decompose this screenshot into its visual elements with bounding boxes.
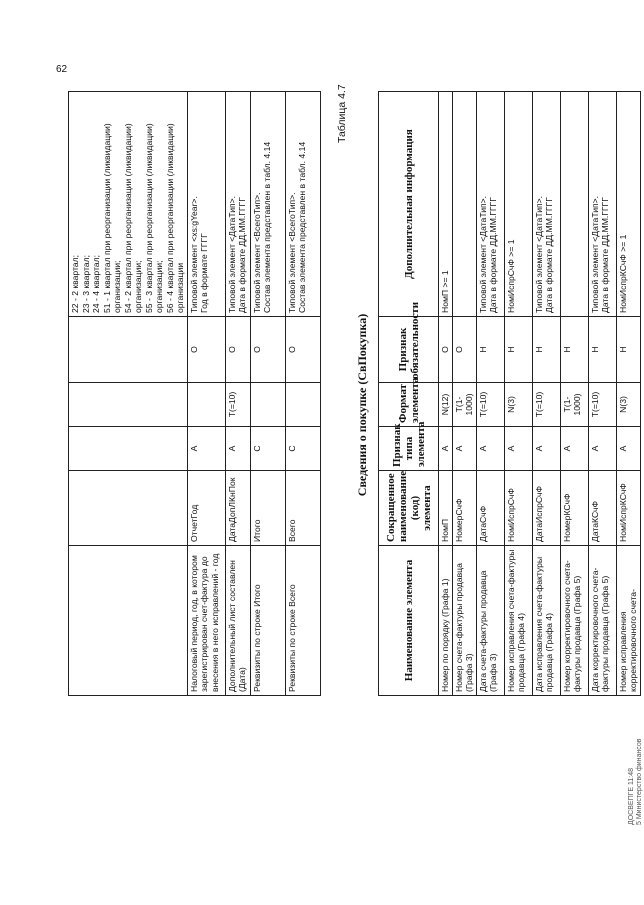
header-type: Признак типа элемента (379, 427, 439, 471)
element-name: Дата исправления счета-фактуры продавца (Графа 4) (532, 546, 560, 696)
margin-note: ДОСВЕПГЕ 11:48 5 Министерство финансов (628, 738, 643, 825)
element-info (560, 92, 588, 317)
element-info: НомП >= 1 (439, 92, 453, 317)
element-format: T(=10) (532, 383, 560, 427)
element-code: НомИспрСчФ (504, 471, 532, 546)
element-format: N(12) (439, 383, 453, 427)
continued-table (68, 91, 321, 696)
element-code: Итого (250, 471, 285, 546)
element-info: Типовой элемент <ВсегоТип>. Состав элемента представлен в табл. 4.14 (285, 92, 320, 317)
element-type: А (560, 427, 588, 471)
element-name: Налоговый период, год, в котором зарегистрирован счет-фактура до внесения в него исправлений - год (187, 546, 225, 696)
element-type: А (616, 427, 640, 471)
table-row (616, 92, 640, 696)
table-header-row (379, 92, 439, 696)
table-row (504, 92, 532, 696)
header-format: Формат элемента (379, 383, 439, 427)
element-type: А (476, 427, 504, 471)
element-format: T(=10) (588, 383, 616, 427)
element-format (285, 383, 320, 427)
table-row (439, 92, 453, 696)
section-title: Сведения о покупке (СвПокупка) (355, 313, 369, 497)
header-required: Признак обязательности (379, 317, 439, 383)
table-row (452, 92, 476, 696)
element-required: Н (560, 317, 588, 383)
element-required: О (452, 317, 476, 383)
element-info: НомИспрКСчФ >= 1 (616, 92, 640, 317)
svpokupka-table (378, 91, 641, 696)
table-row (250, 92, 285, 696)
element-format: T(=10) (476, 383, 504, 427)
element-type: С (250, 427, 285, 471)
element-code: ДатаСчФ (476, 471, 504, 546)
header-code: Сокращенное наименование (код) элемента (379, 471, 439, 546)
period-codes-cell: 22 - 2 квартал; 23 - 3 квартал; 24 - 4 квартал; 51 - 1 квартал при реорганизации (ликвидации) организации; 54 - 2 квартал при реорганизации (ликвидации) организации; 55 - 3 квартал при реорганизации (ликвидации) организации; 56 - 4 квартал при реорганизации (ликвидации) организации (69, 92, 188, 317)
table-row (285, 92, 320, 696)
table-row (476, 92, 504, 696)
element-code: НомИспрКСчФ (616, 471, 640, 546)
element-type: А (225, 427, 250, 471)
table-row (225, 92, 250, 696)
element-format: N(3) (616, 383, 640, 427)
element-info: Типовой элемент <ДатаТип>. Дата в формате ДД.ММ.ГГГГ (588, 92, 616, 317)
element-code: ДатаКСчФ (588, 471, 616, 546)
element-info: Типовой элемент <ДатаТип>. Дата в формате ДД.ММ.ГГГГ (532, 92, 560, 317)
element-code: ДатаИспрСчФ (532, 471, 560, 546)
element-name: Номер исправления корректировочного счета- (616, 546, 640, 696)
table-row (560, 92, 588, 696)
element-name: Номер счета-фактуры продавца (Графа 3) (452, 546, 476, 696)
element-name: Дата корректировочного счета-фактуры продавца (Графа 5) (588, 546, 616, 696)
element-required: О (439, 317, 453, 383)
element-name: Реквизиты по строке Итого (250, 546, 285, 696)
element-required: Н (588, 317, 616, 383)
element-name: Реквизиты по строке Всего (285, 546, 320, 696)
element-type: А (532, 427, 560, 471)
element-required: О (285, 317, 320, 383)
element-code: ОтчетГод (187, 471, 225, 546)
element-name: Номер корректировочного счета-фактуры продавца (Графа 5) (560, 546, 588, 696)
element-name: Номер исправления счета-фактуры продавца (Графа 4) (504, 546, 532, 696)
element-code: ДатаДопЛКнПок (225, 471, 250, 546)
header-name: Наименование элемента (379, 546, 439, 696)
header-info: Дополнительная информация (379, 92, 439, 317)
element-required: Н (476, 317, 504, 383)
element-format: N(3) (504, 383, 532, 427)
table-row (532, 92, 560, 696)
element-required: О (250, 317, 285, 383)
element-type: А (588, 427, 616, 471)
element-info: Типовой элемент <ДатаТип>. Дата в формате ДД.ММ.ГГГГ (225, 92, 250, 317)
page-number: 62 (55, 63, 68, 75)
element-format: T(=10) (225, 383, 250, 427)
element-required: О (187, 317, 225, 383)
element-required: Н (616, 317, 640, 383)
element-info: НомИспрСчФ >= 1 (504, 92, 532, 317)
element-type: А (452, 427, 476, 471)
element-code: Всего (285, 471, 320, 546)
element-name: Дата счета-фактуры продавца (Графа 3) (476, 546, 504, 696)
element-required: О (225, 317, 250, 383)
table-caption: Таблица 4.7 (336, 84, 348, 143)
table-row (588, 92, 616, 696)
element-type: А (439, 427, 453, 471)
element-format: T(1-1000) (452, 383, 476, 427)
element-format: T(1-1000) (560, 383, 588, 427)
element-code: НомП (439, 471, 453, 546)
element-name: Номер по порядку (Графа 1) (439, 546, 453, 696)
element-type: А (504, 427, 532, 471)
element-info (452, 92, 476, 317)
element-type: С (285, 427, 320, 471)
table-row (69, 92, 188, 696)
table-row (187, 92, 225, 696)
element-format (187, 383, 225, 427)
element-required: Н (504, 317, 532, 383)
element-type: А (187, 427, 225, 471)
element-required: Н (532, 317, 560, 383)
element-info: Типовой элемент <ДатаТип>. Дата в формате ДД.ММ.ГГГГ (476, 92, 504, 317)
element-info: Типовой элемент <xs:gYear>. Год в формате ГГГГ (187, 92, 225, 317)
element-code: НомерСчФ (452, 471, 476, 546)
element-name: Дополнительный лист составлен (Дата) (225, 546, 250, 696)
element-format (250, 383, 285, 427)
element-info: Типовой элемент <ВсегоТип>. Состав элемента представлен в табл. 4.14 (250, 92, 285, 317)
element-code: НомерКСчФ (560, 471, 588, 546)
